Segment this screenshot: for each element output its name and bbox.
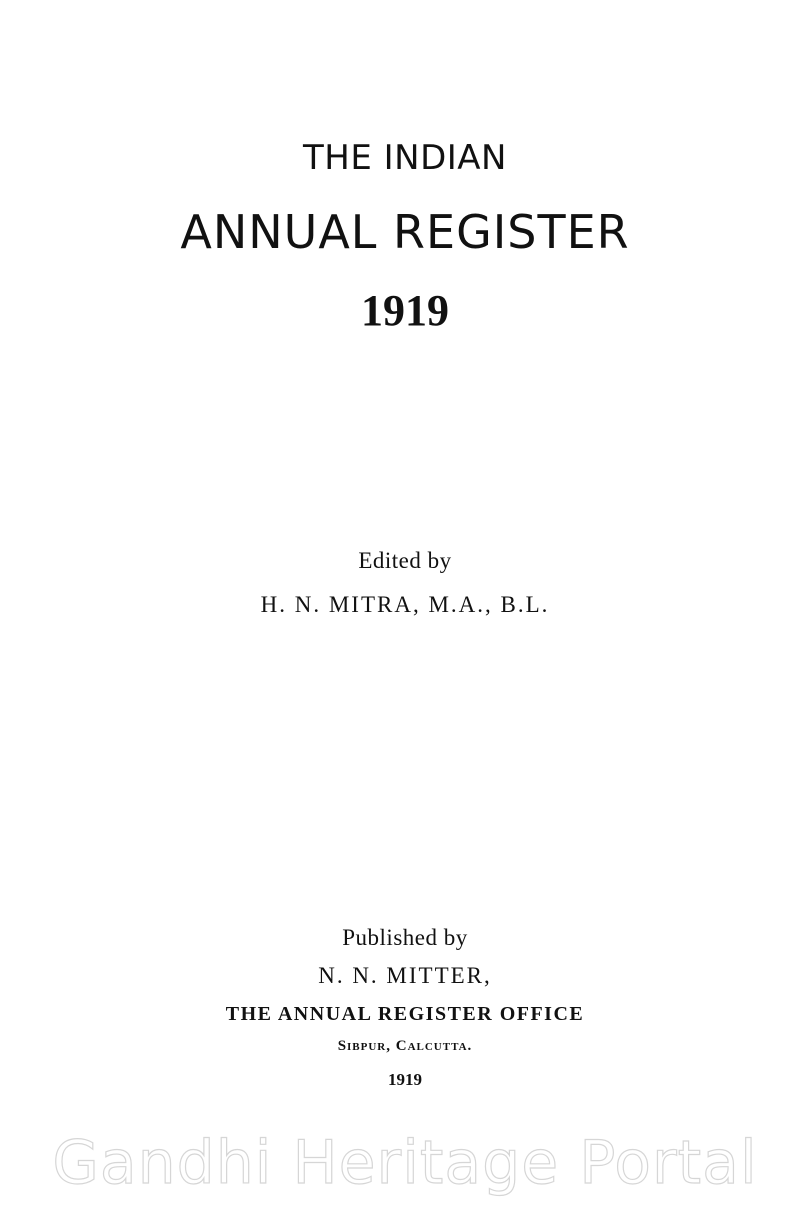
title-year: 1919 (361, 286, 449, 335)
publication-year: 1919 (388, 1070, 422, 1089)
publisher-name: N. N. MITTER, (318, 963, 492, 988)
edited-by-label: Edited by (358, 548, 452, 573)
title-line-1: THE INDIAN (303, 138, 507, 178)
publisher-office: THE ANNUAL REGISTER OFFICE (225, 1003, 585, 1025)
published-by-label: Published by (342, 925, 468, 950)
editor-name: H. N. MITRA, M.A., B.L. (260, 592, 550, 617)
watermark: Gandhi Heritage Portal (52, 1128, 758, 1198)
publisher-location: Sibpur, Calcutta. (337, 1038, 473, 1054)
title-line-2: ANNUAL REGISTER (180, 205, 630, 259)
